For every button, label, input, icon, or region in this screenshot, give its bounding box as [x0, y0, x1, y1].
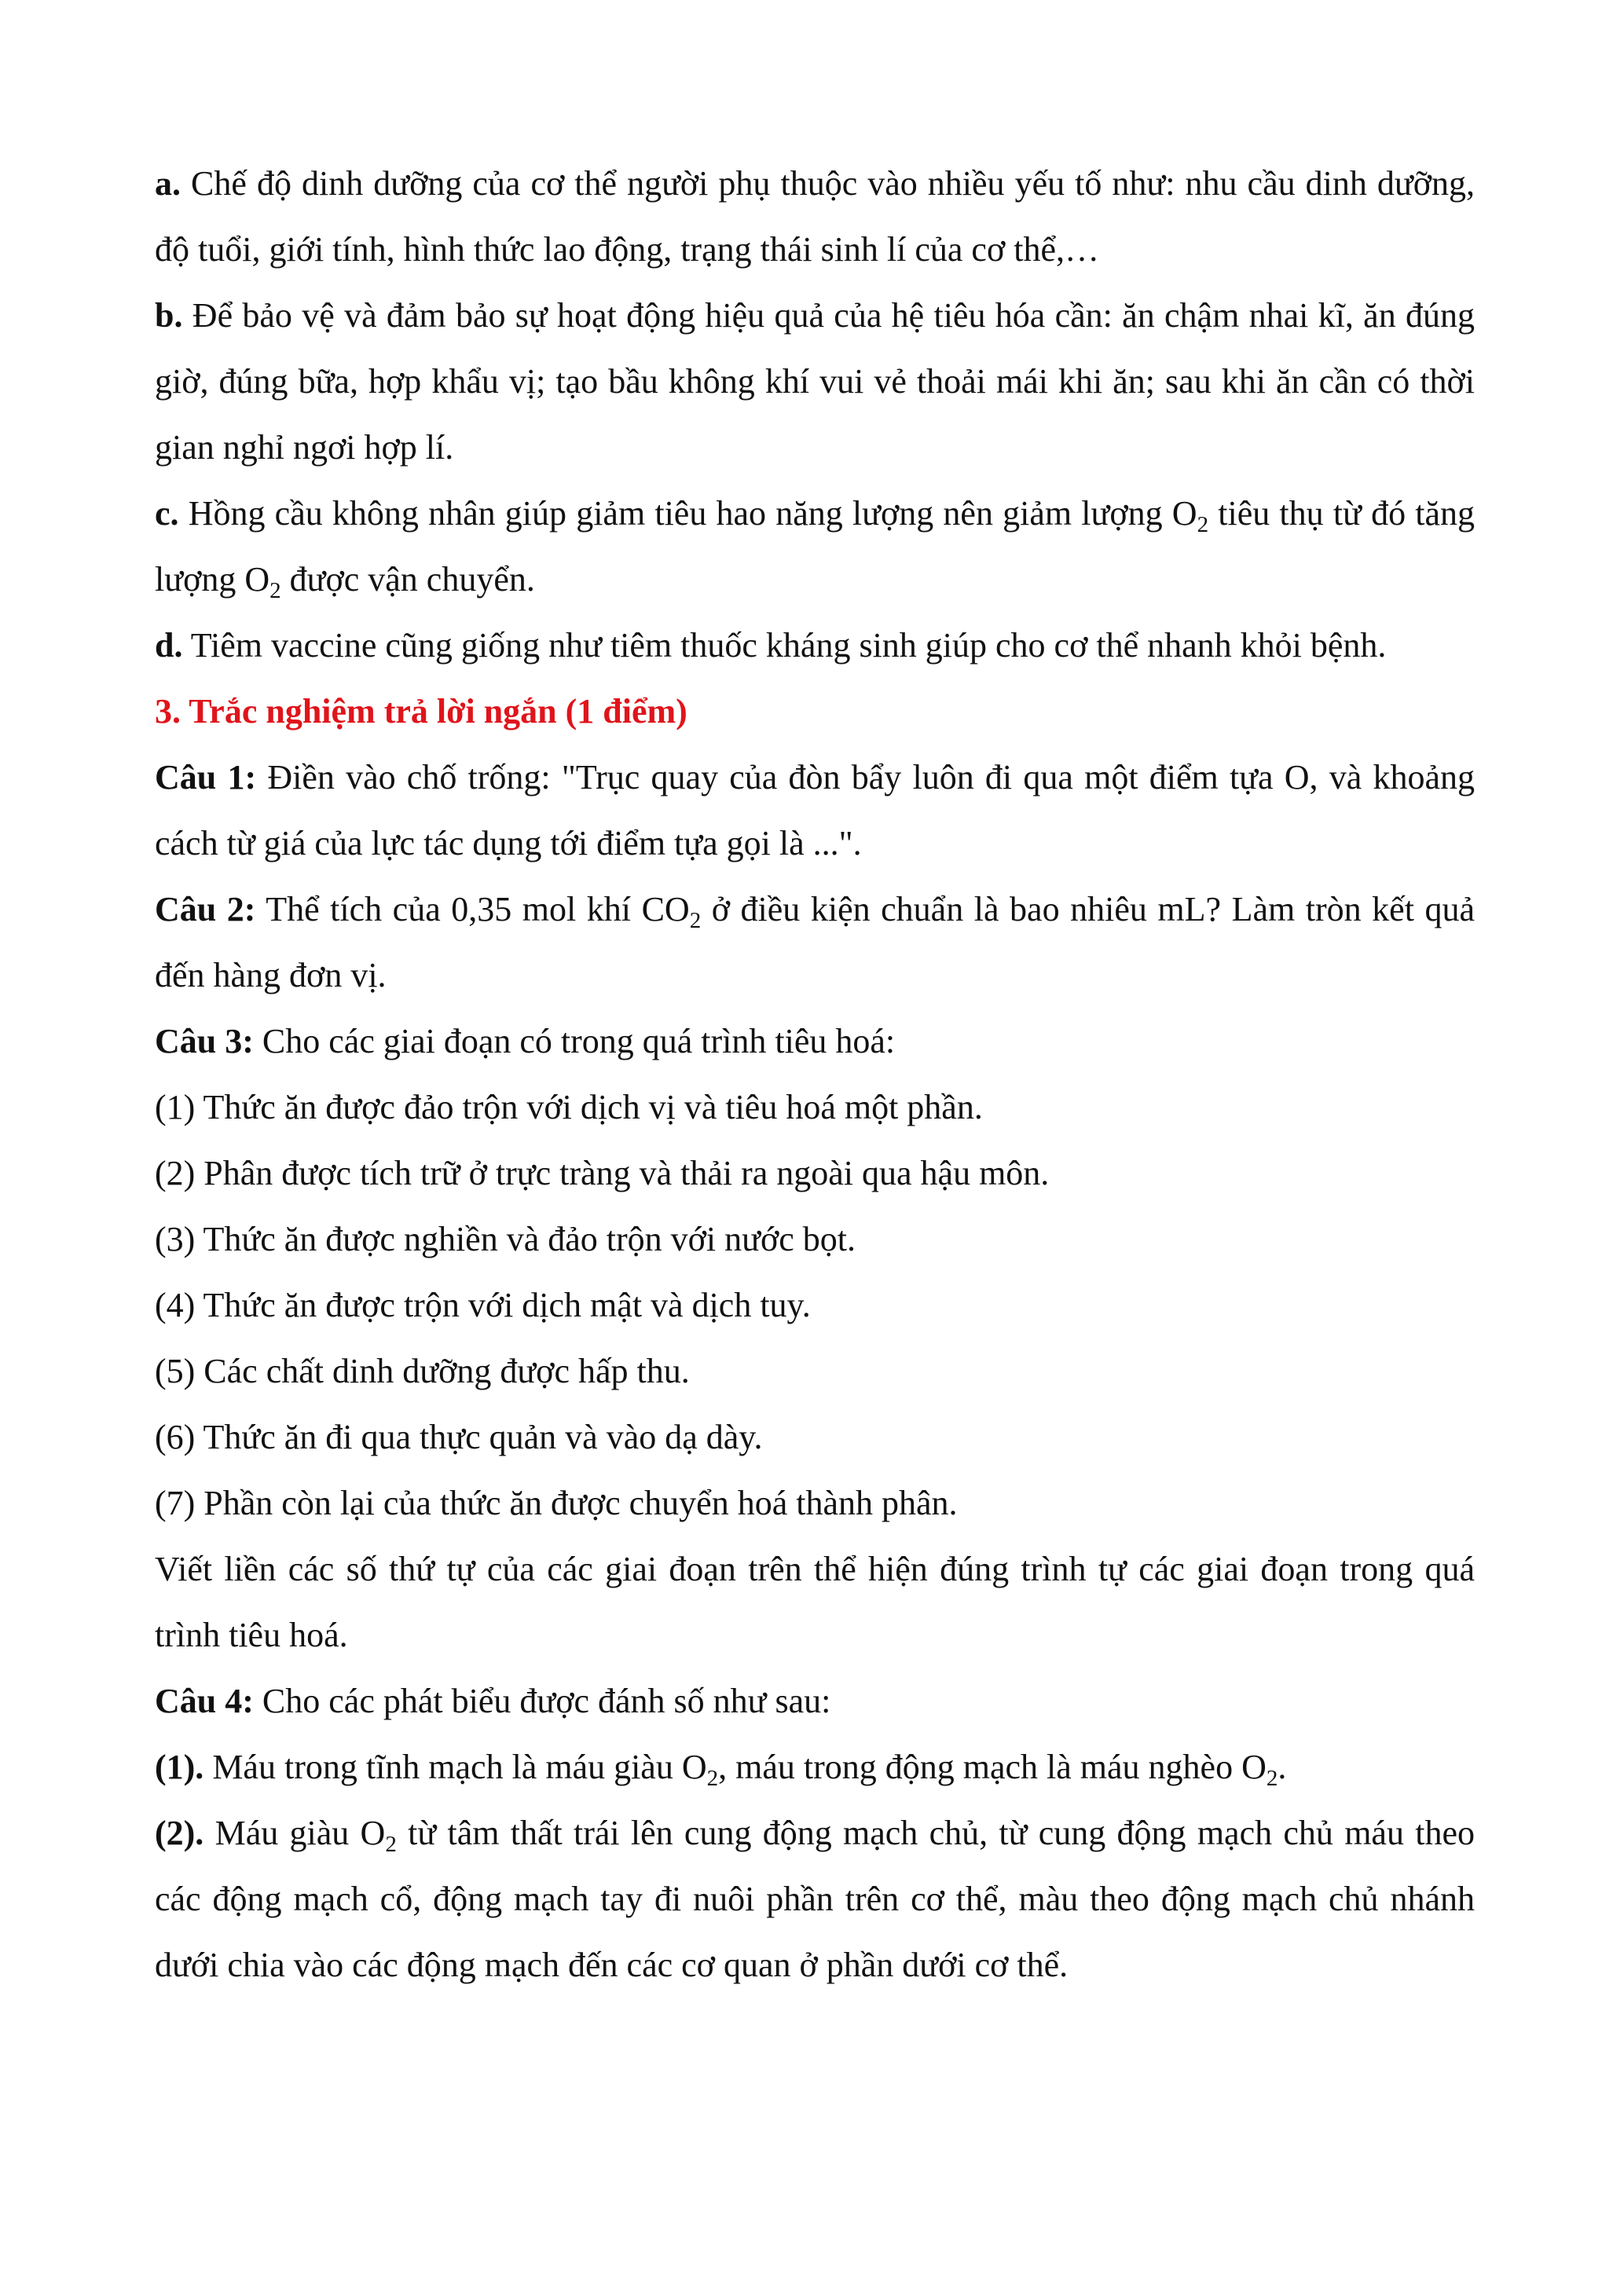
question-label: Câu 3:	[155, 1022, 254, 1060]
list-item: (6) Thức ăn đi qua thực quản và vào dạ dày.	[155, 1418, 763, 1456]
question-label: Câu 1:	[155, 758, 257, 796]
list-item: (4) Thức ăn được trộn với dịch mật và dịch tuy.	[155, 1286, 811, 1324]
question-1	[155, 745, 1475, 877]
list-item: (3) Thức ăn được nghiền và đảo trộn với nước bọt.	[155, 1220, 856, 1258]
statement-label: a.	[155, 164, 181, 203]
statement-text: .	[1278, 1748, 1287, 1786]
statement-label: (1).	[155, 1748, 204, 1786]
statement-text: , máu trong động mạch là máu nghèo O	[718, 1748, 1267, 1786]
question-label: Câu 2:	[155, 890, 256, 928]
statement-text: Tiêm vaccine cũng giống như tiêm thuốc kháng sinh giúp cho cơ thể nhanh khỏi bệnh.	[190, 626, 1387, 665]
question-text: Cho các phát biểu được đánh số như sau:	[262, 1682, 831, 1720]
statement-text: Để bảo vệ và đảm bảo sự hoạt động hiệu quả của hệ tiêu hóa cần: ăn chậm nhai kĩ, ăn đúng giờ, đúng bữa, hợp khẩu vị; tạo bầu không khí vui vẻ thoải mái khi ăn; sau khi ăn cần có thời gian nghỉ ngơi hợp lí.	[155, 296, 1476, 467]
statement-2	[155, 1800, 1475, 1998]
statement-text: Máu giàu O	[214, 1814, 386, 1852]
subscript: 2	[689, 908, 702, 933]
question-3	[155, 1009, 1475, 1075]
question-instruction: Viết liền các số thứ tự của các giai đoạn trên thể hiện đúng trình tự các giai đoạn trong quá trình tiêu hoá.	[155, 1550, 1475, 1654]
question-2	[155, 877, 1475, 1009]
statement-text: được vận chuyển.	[280, 560, 535, 599]
subscript: 2	[1197, 512, 1209, 537]
subscript: 2	[269, 578, 281, 603]
document-page	[155, 151, 1475, 1998]
statement-text: Máu trong tĩnh mạch là máu giàu O	[212, 1748, 707, 1786]
list-item: (1) Thức ăn được đảo trộn với dịch vị và tiêu hoá một phần.	[155, 1088, 983, 1126]
statement-text: từ tâm thất trái lên cung động mạch chủ, từ cung động mạch chủ máu theo các động mạch cổ, động mạch tay đi nuôi phần trên cơ thể, màu theo động mạch chủ nhánh dưới chia vào các động mạch đến các cơ quan ở phần dưới cơ thể.	[155, 1814, 1475, 1984]
question-text: Cho các giai đoạn có trong quá trình tiêu hoá:	[262, 1022, 896, 1060]
statement-a	[155, 151, 1475, 283]
statement-c	[155, 481, 1475, 613]
section-heading: 3. Trắc nghiệm trả lời ngắn (1 điểm)	[155, 692, 687, 731]
list-item: (5) Các chất dinh dưỡng được hấp thu.	[155, 1352, 690, 1390]
statement-label: c.	[155, 494, 179, 533]
statement-label: b.	[155, 296, 183, 335]
question-label: Câu 4:	[155, 1682, 254, 1720]
statement-text: tiêu thụ từ đó tăng lượng O	[155, 494, 1476, 599]
subscript: 2	[1266, 1766, 1278, 1791]
question-text: Thể tích của 0,35 mol khí CO	[266, 890, 690, 928]
statement-text: Chế độ dinh dưỡng của cơ thể người phụ thuộc vào nhiều yếu tố như: nhu cầu dinh dưỡng, độ tuổi, giới tính, hình thức lao động, trạng thái sinh lí của cơ thể,…	[155, 164, 1475, 269]
subscript: 2	[385, 1832, 397, 1857]
statement-d	[155, 613, 1475, 679]
statement-label: (2).	[155, 1814, 204, 1852]
list-item: (7) Phần còn lại của thức ăn được chuyển hoá thành phân.	[155, 1484, 958, 1522]
list-item: (2) Phân được tích trữ ở trực tràng và thải ra ngoài qua hậu môn.	[155, 1154, 1050, 1192]
statement-b	[155, 283, 1475, 481]
question-text: Điền vào chố trống: "Trục quay của đòn bẩy luôn đi qua một điểm tựa O, và khoảng cách từ giá của lực tác dụng tới điểm tựa gọi là ...".	[155, 758, 1476, 862]
question-4	[155, 1668, 1475, 1734]
statement-1	[155, 1734, 1475, 1800]
subscript: 2	[706, 1766, 719, 1791]
statement-label: d.	[155, 626, 183, 665]
statement-text: Hồng cầu không nhân giúp giảm tiêu hao năng lượng nên giảm lượng O	[188, 494, 1197, 533]
question-text: ở điều kiện chuẩn là bao nhiêu mL? Làm tròn kết quả đến hàng đơn vị.	[155, 890, 1475, 994]
